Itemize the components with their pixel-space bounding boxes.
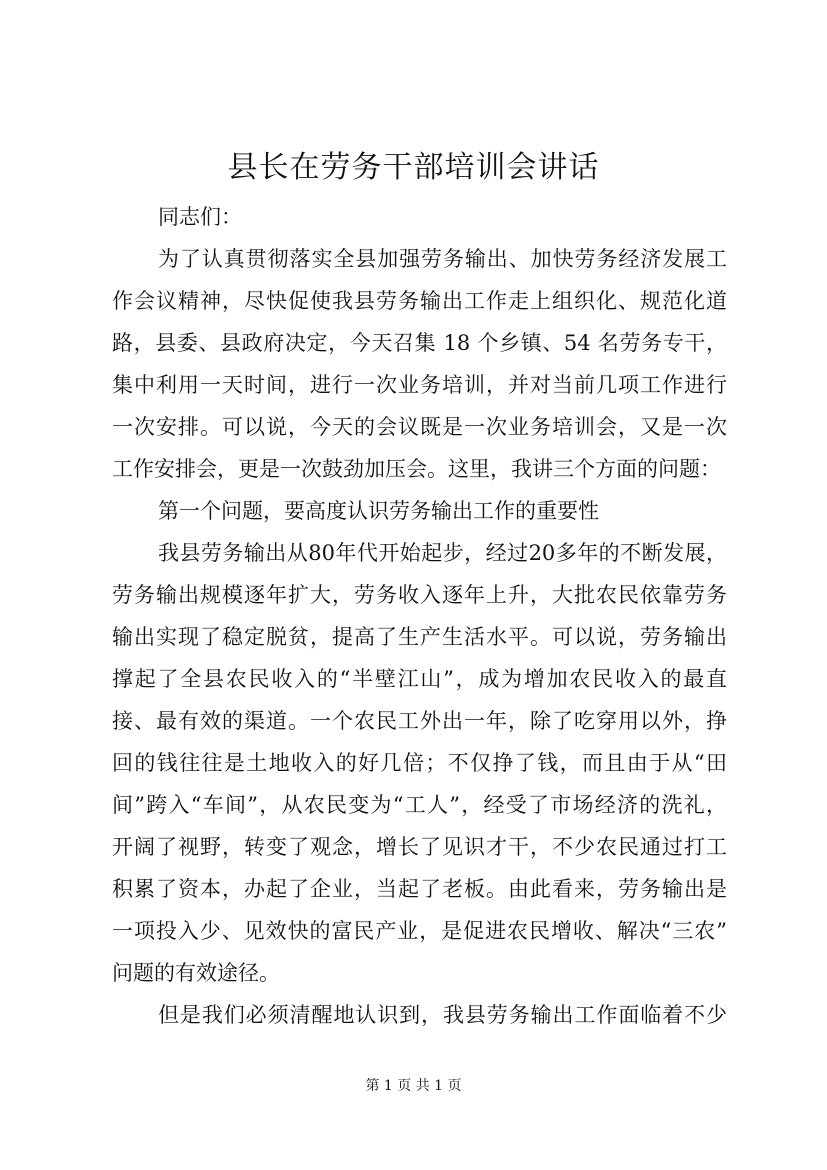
- paragraph-line: 为了认真贯彻落实全县加强劳务输出、加快劳务经济发展工: [158, 247, 727, 271]
- paragraph-line: 开阔了视野，转变了观念，增长了见识才干，不少农民通过打工: [112, 835, 727, 859]
- paragraph-line: 作会议精神，尽快促使我县劳务输出工作走上组织化、规范化道: [112, 289, 727, 313]
- paragraph-line: 间”跨入“车间”，从农民变为“工人”，经受了市场经济的洗礼，: [112, 793, 727, 817]
- paragraph-line: 我县劳务输出从80年代开始起步，经过20多年的不断发展，: [158, 541, 727, 565]
- paragraph-line: 劳务输出规模逐年扩大，劳务收入逐年上升，大批农民依靠劳务: [112, 583, 727, 607]
- page-footer: 第 1 页 共 1 页: [365, 1078, 462, 1094]
- paragraph-line: 一项投入少、见效快的富民产业，是促进农民增收、解决“三农”: [112, 919, 727, 943]
- paragraph-3: [112, 994, 727, 1036]
- paragraph-line: 撑起了全县农民收入的“半壁江山”，成为增加农民收入的最直: [112, 667, 727, 691]
- paragraph-line: 但是我们必须清醒地认识到，我县劳务输出工作面临着不少: [158, 1003, 727, 1027]
- paragraph-line: 积累了资本，办起了企业，当起了老板。由此看来，劳务输出是: [112, 877, 727, 901]
- paragraph-line: 接、最有效的渠道。一个农民工外出一年，除了吃穿用以外，挣: [112, 709, 727, 733]
- paragraph-line: 问题的有效途径。: [112, 961, 280, 985]
- document-body: [112, 196, 727, 1036]
- section-heading: 第一个问题，要高度认识劳务输出工作的重要性: [158, 499, 599, 523]
- paragraph-line: 回的钱往往是土地收入的好几倍；不仅挣了钱，而且由于从“田: [112, 751, 727, 775]
- paragraph-line: 工作安排会，更是一次鼓劲加压会。这里，我讲三个方面的问题：: [112, 457, 721, 481]
- document-title: 县长在劳务干部培训会讲话: [227, 150, 600, 185]
- paragraph-2: [112, 532, 727, 994]
- paragraph-line: 输出实现了稳定脱贫，提高了生产生活水平。可以说，劳务输出: [112, 625, 727, 649]
- paragraph-line: 路，县委、县政府决定，今天召集 18 个乡镇、54 名劳务专干，: [112, 331, 727, 355]
- paragraph-line: 集中利用一天时间，进行一次业务培训，并对当前几项工作进行: [112, 373, 727, 397]
- paragraph-line: 一次安排。可以说，今天的会议既是一次业务培训会，又是一次: [112, 415, 727, 439]
- salutation: 同志们：: [158, 205, 242, 229]
- paragraph-1: [112, 238, 727, 490]
